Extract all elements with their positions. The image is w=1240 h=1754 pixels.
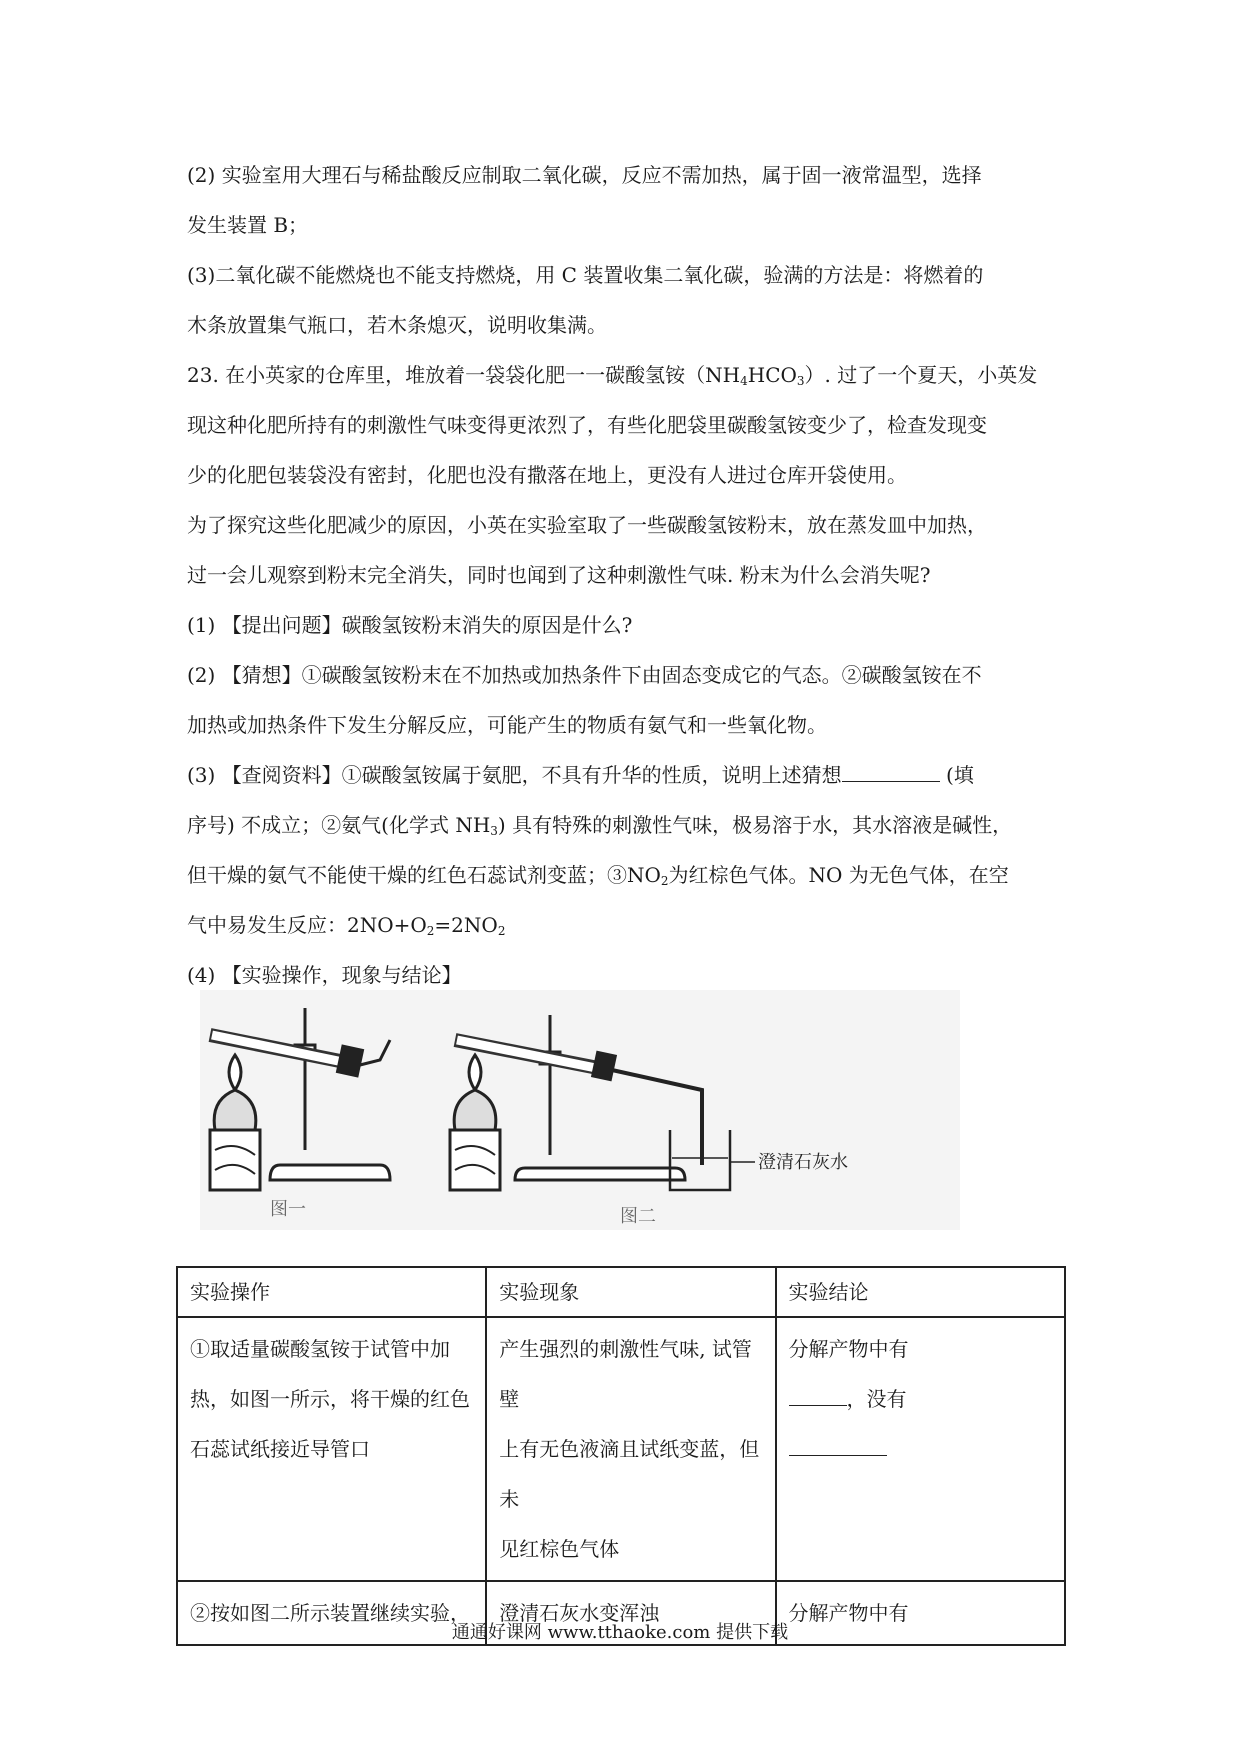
burner-stand-block [450, 1130, 500, 1190]
document-body [187, 150, 1057, 1000]
step-3-references [187, 750, 1057, 950]
subscript: 2 [497, 924, 506, 938]
text-line: 分解产物中有 [788, 1601, 909, 1625]
answer-blank[interactable] [842, 761, 940, 782]
stand-base [515, 1168, 685, 1180]
stopper [593, 1052, 616, 1079]
text-line: ①取适量碳酸氢铵于试管中加 [190, 1337, 450, 1361]
answer-blank[interactable] [789, 1435, 887, 1456]
subscript: 3 [490, 824, 498, 838]
text-fragment: (填 [939, 763, 974, 787]
table-header-row [177, 1267, 1065, 1317]
flame [469, 1055, 481, 1090]
text-line: 热，如图一所示，将干燥的红色 [190, 1387, 470, 1411]
text-line: (4) 【实验操作，现象与结论】 [187, 963, 462, 987]
apparatus-drawing [200, 990, 960, 1230]
text-fragment: HCO [747, 363, 797, 387]
burner-stand-block [210, 1130, 260, 1190]
text-fragment: ）. 过了一个夏天，小英发 [804, 363, 1038, 387]
column-header: 实验现象 [486, 1267, 775, 1317]
table-row [177, 1317, 1065, 1581]
text-line: 过一会儿观察到粉末完全消失，同时也闻到了这种刺激性气味. 粉末为什么会消失呢? [187, 563, 931, 587]
figure-2-caption: 图二 [620, 1206, 656, 1227]
column-header: 实验操作 [177, 1267, 486, 1317]
text-line: 为了探究这些化肥减少的原因，小英在实验室取了一些碳酸氢铵粉末，放在蒸发皿中加热， [187, 513, 987, 537]
subscript: 4 [740, 374, 748, 388]
text-line: 现这种化肥所持有的刺激性气味变得更浓烈了，有些化肥袋里碳酸氢铵变少了，检查发现变 [187, 413, 987, 437]
text-fragment: =2NO [434, 913, 498, 937]
paragraph-co2-collection [187, 250, 1057, 350]
figure-1-caption: 图一 [270, 1199, 306, 1220]
text-line: 石蕊试纸接近导管口 [190, 1437, 370, 1461]
text-fragment: 气中易发生反应：2NO+O [187, 913, 427, 937]
text-line: 产生强烈的刺激性气味, 试管壁 [499, 1337, 752, 1411]
text-line: (2) 【猜想】①碳酸氢铵粉末在不加热或加热条件下由固态变成它的气态。②碳酸氢铵在不 [187, 663, 982, 687]
text-fragment: (3) 【查阅资料】①碳酸氢铵属于氨肥，不具有升华的性质，说明上述猜想 [187, 763, 842, 787]
phenomenon-cell [486, 1317, 775, 1581]
text-fragment: 为红棕色气体。NO 为无色气体，在空 [668, 863, 1009, 887]
text-line: 加热或加热条件下发生分解反应，可能产生的物质有氨气和一些氧化物。 [187, 713, 827, 737]
text-fragment: 但干燥的氨气不能使干燥的红色石蕊试剂变蓝；③NO [187, 863, 661, 887]
text-line: 分解产物中有 [788, 1337, 909, 1361]
answer-blank[interactable] [789, 1385, 847, 1406]
page-footer: 通通好课网 www.tthaoke.com 提供下载 [451, 1622, 789, 1643]
text-line: ②按如图二所示装置继续实验， [190, 1601, 470, 1625]
stopper [338, 1046, 363, 1076]
conclusion-cell [776, 1317, 1066, 1581]
text-line: (1) 【提出问题】碳酸氢铵粉末消失的原因是什么? [187, 613, 633, 637]
text-line: 木条放置集气瓶口，若木条熄灭，说明收集满。 [187, 313, 607, 337]
question-23-intro [187, 350, 1057, 500]
subscript: 2 [426, 924, 435, 938]
column-header: 实验结论 [776, 1267, 1066, 1317]
text-fragment: 序号) 不成立；②氨气(化学式 NH [187, 813, 491, 837]
text-fragment: ，没有 [846, 1387, 907, 1411]
step-1-question [187, 600, 1057, 650]
operation-cell [177, 1317, 486, 1581]
text-line: (2) 实验室用大理石与稀盐酸反应制取二氧化碳，反应不需加热，属于固一液常温型，选择 [187, 163, 982, 187]
text-line: 发生装置 B； [187, 213, 309, 237]
subscript: 3 [796, 374, 805, 388]
apparatus-figure [200, 990, 960, 1230]
text-line: 23. 在小英家的仓库里，堆放着一袋袋化肥一一碳酸氢铵（NH [187, 363, 741, 387]
paragraph-co2-apparatus [187, 150, 1057, 250]
step-2-hypothesis [187, 650, 1057, 750]
subscript: 2 [660, 874, 669, 888]
experiment-table [176, 1266, 1066, 1646]
text-line: 见红棕色气体 [499, 1537, 620, 1561]
text-line: 少的化肥包装袋没有密封，化肥也没有撒落在地上，更没有人进过仓库开袋使用。 [187, 463, 907, 487]
text-line: (3)二氧化碳不能燃烧也不能支持燃烧，用 C 装置收集二氧化碳，验满的方法是：将燃着的 [187, 263, 984, 287]
limewater-label: 澄清石灰水 [758, 1152, 848, 1173]
text-line: 澄清石灰水变浑浊 [499, 1601, 660, 1625]
text-fragment: ) 具有特殊的刺激性气味，极易溶于水，其水溶液是碱性， [497, 813, 1013, 837]
stand-base [270, 1165, 390, 1180]
question-23-experiment [187, 500, 1057, 600]
flame [229, 1055, 241, 1090]
figure-background [200, 990, 960, 1230]
text-line: 上有无色液滴且试纸变蓝，但未 [499, 1437, 760, 1511]
